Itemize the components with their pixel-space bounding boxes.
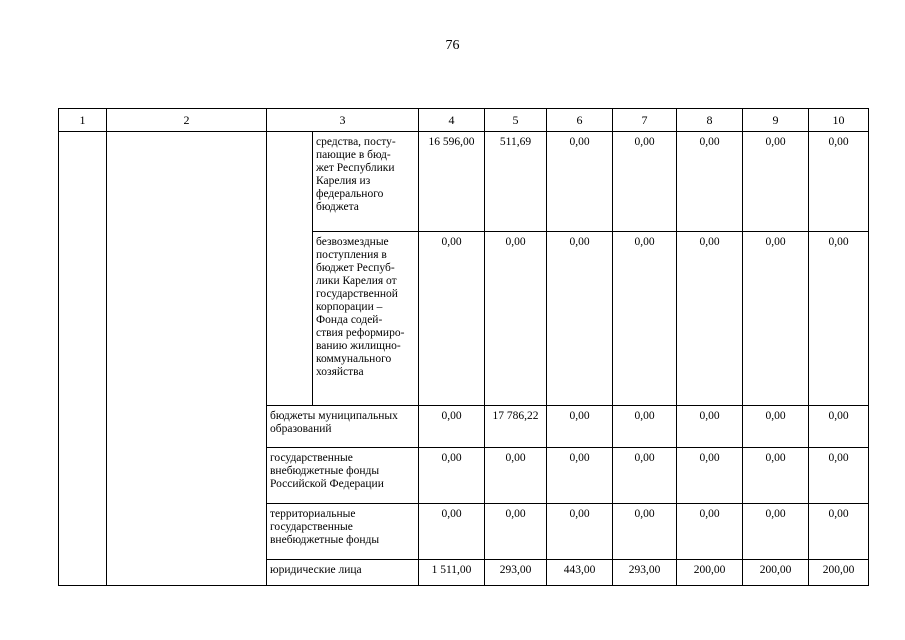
header-cell: 3 [267,109,419,132]
value-cell: 0,00 [485,232,547,406]
value-cell: 0,00 [743,132,809,232]
value-cell: 0,00 [743,448,809,504]
value-cell: 0,00 [419,406,485,448]
value-cell: 293,00 [485,560,547,586]
row-label [313,132,419,232]
header-cell: 7 [613,109,677,132]
value-cell: 0,00 [677,406,743,448]
header-cell: 6 [547,109,613,132]
value-cell: 0,00 [809,448,869,504]
row-label-text: безвозмездные поступления в бюджет Респуб- лики Карелия от государственной корпорации – Фонда содей- ствия реформиро- ванию жилищно- коммунального хозяйства [316,236,405,378]
value-cell: 17 786,22 [485,406,547,448]
row-label: государственные внебюджетные фонды Российской Федерации [267,448,419,504]
value-cell: 0,00 [743,504,809,560]
value-cell: 0,00 [677,448,743,504]
value-cell: 0,00 [613,448,677,504]
table-row [59,132,869,232]
value-cell: 0,00 [613,406,677,448]
value-cell: 200,00 [677,560,743,586]
header-cell: 2 [107,109,267,132]
value-cell: 0,00 [743,232,809,406]
value-cell: 0,00 [547,132,613,232]
value-cell: 0,00 [547,406,613,448]
value-cell: 1 511,00 [419,560,485,586]
header-cell: 1 [59,109,107,132]
budget-table [58,108,869,586]
value-cell: 0,00 [419,232,485,406]
value-cell: 0,00 [677,232,743,406]
value-cell: 0,00 [809,132,869,232]
table-header-row [59,109,869,132]
value-cell: 0,00 [677,132,743,232]
value-cell: 0,00 [419,504,485,560]
header-cell: 9 [743,109,809,132]
page-number: 76 [445,38,460,53]
value-cell: 0,00 [485,448,547,504]
value-cell: 0,00 [809,232,869,406]
value-cell: 0,00 [613,232,677,406]
row-label: территориальные государственные внебюджетные фонды [267,504,419,560]
row-label [313,232,419,406]
header-cell: 8 [677,109,743,132]
empty-cell-col3-indent [267,132,313,406]
header-cell: 5 [485,109,547,132]
value-cell: 293,00 [613,560,677,586]
empty-cell-col2 [107,132,267,586]
header-cell: 10 [809,109,869,132]
value-cell: 200,00 [809,560,869,586]
value-cell: 0,00 [743,406,809,448]
value-cell: 0,00 [613,504,677,560]
header-cell: 4 [419,109,485,132]
row-label: бюджеты муниципальных образований [267,406,419,448]
value-cell: 443,00 [547,560,613,586]
value-cell: 511,69 [485,132,547,232]
value-cell: 16 596,00 [419,132,485,232]
value-cell: 0,00 [547,232,613,406]
empty-cell-col1 [59,132,107,586]
value-cell: 0,00 [547,504,613,560]
value-cell: 0,00 [613,132,677,232]
value-cell: 0,00 [677,504,743,560]
value-cell: 0,00 [809,504,869,560]
row-label: юридические лица [267,560,419,586]
row-label-text: средства, посту- пающие в бюд- жет Республики Карелия из федерального бюджета [316,136,396,213]
value-cell: 0,00 [809,406,869,448]
value-cell: 200,00 [743,560,809,586]
value-cell: 0,00 [547,448,613,504]
value-cell: 0,00 [485,504,547,560]
value-cell: 0,00 [419,448,485,504]
